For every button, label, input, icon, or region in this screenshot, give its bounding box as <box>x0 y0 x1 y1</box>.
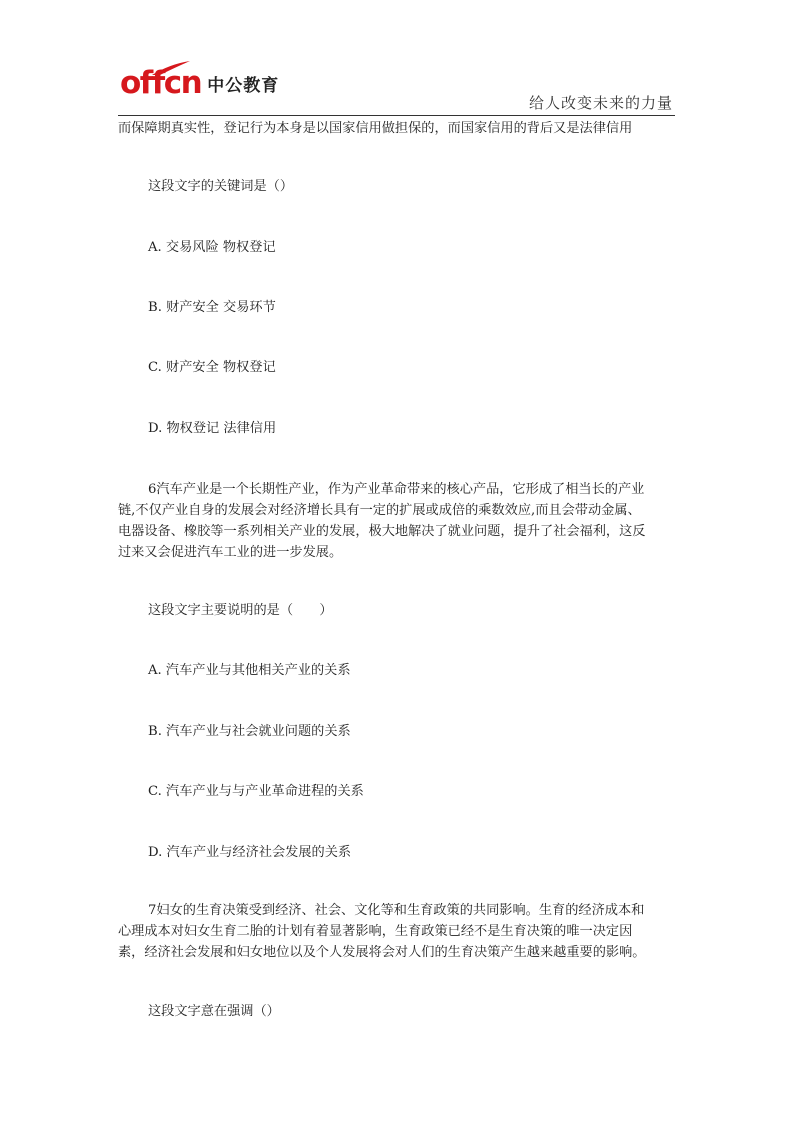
q7-passage: 7妇女的生育决策受到经济、社会、文化等和生育政策的共同影响。生育的经济成本和 心理成本对妇女生育二胎的计划有着显著影响，生育政策已经不是生育决策的唯一决定因 素，经济社会发展和妇女地位以及个人发展将会对人们的生育决策产生越来越重要的影响。 <box>118 903 646 960</box>
q7-stem: 这段文字意在强调（） <box>148 1004 280 1019</box>
header-divider <box>118 115 675 116</box>
q6-stem: 这段文字主要说明的是（ ） <box>148 603 333 618</box>
q5-option-b: B. 财产安全 交易环节 <box>148 300 276 315</box>
q5-option-d: D. 物权登记 法律信用 <box>148 421 277 436</box>
offcn-logo <box>120 62 280 101</box>
header-slogan: 给人改变未来的力量 <box>528 94 673 112</box>
continuation-text: 而保障期真实性，登记行为本身是以国家信用做担保的，而国家信用的背后又是法律信用 <box>118 121 633 136</box>
logo-chinese-name: 中公教育 <box>207 76 280 96</box>
q5-option-a: A. 交易风险 物权登记 <box>148 240 276 255</box>
page-header <box>0 0 793 120</box>
logo-swoosh-icon <box>150 60 192 76</box>
q6-option-c: C. 汽车产业与与产业革命进程的关系 <box>148 784 364 799</box>
q6-option-b: B. 汽车产业与社会就业问题的关系 <box>148 724 351 739</box>
q6-passage: 6汽车产业是一个长期性产业，作为产业革命带来的核心产品，它形成了相当长的产业 链,不仅产业自身的发展会对经济增长具有一定的扩展或成倍的乘数效应,而且会带动金属、 电器设备、橡胶等一系列相关产业的发展，极大地解决了就业问题，提升了社会福利，这反 过来又会促进汽车工业的进一步发展。 <box>118 482 646 560</box>
q6-option-a: A. 汽车产业与其他相关产业的关系 <box>148 663 351 678</box>
q5-stem: 这段文字的关键词是（） <box>148 179 294 194</box>
q6-option-d: D. 汽车产业与经济社会发展的关系 <box>148 845 352 860</box>
q5-option-c: C. 财产安全 物权登记 <box>148 360 276 375</box>
logo-wordmark: offcn <box>120 68 201 98</box>
